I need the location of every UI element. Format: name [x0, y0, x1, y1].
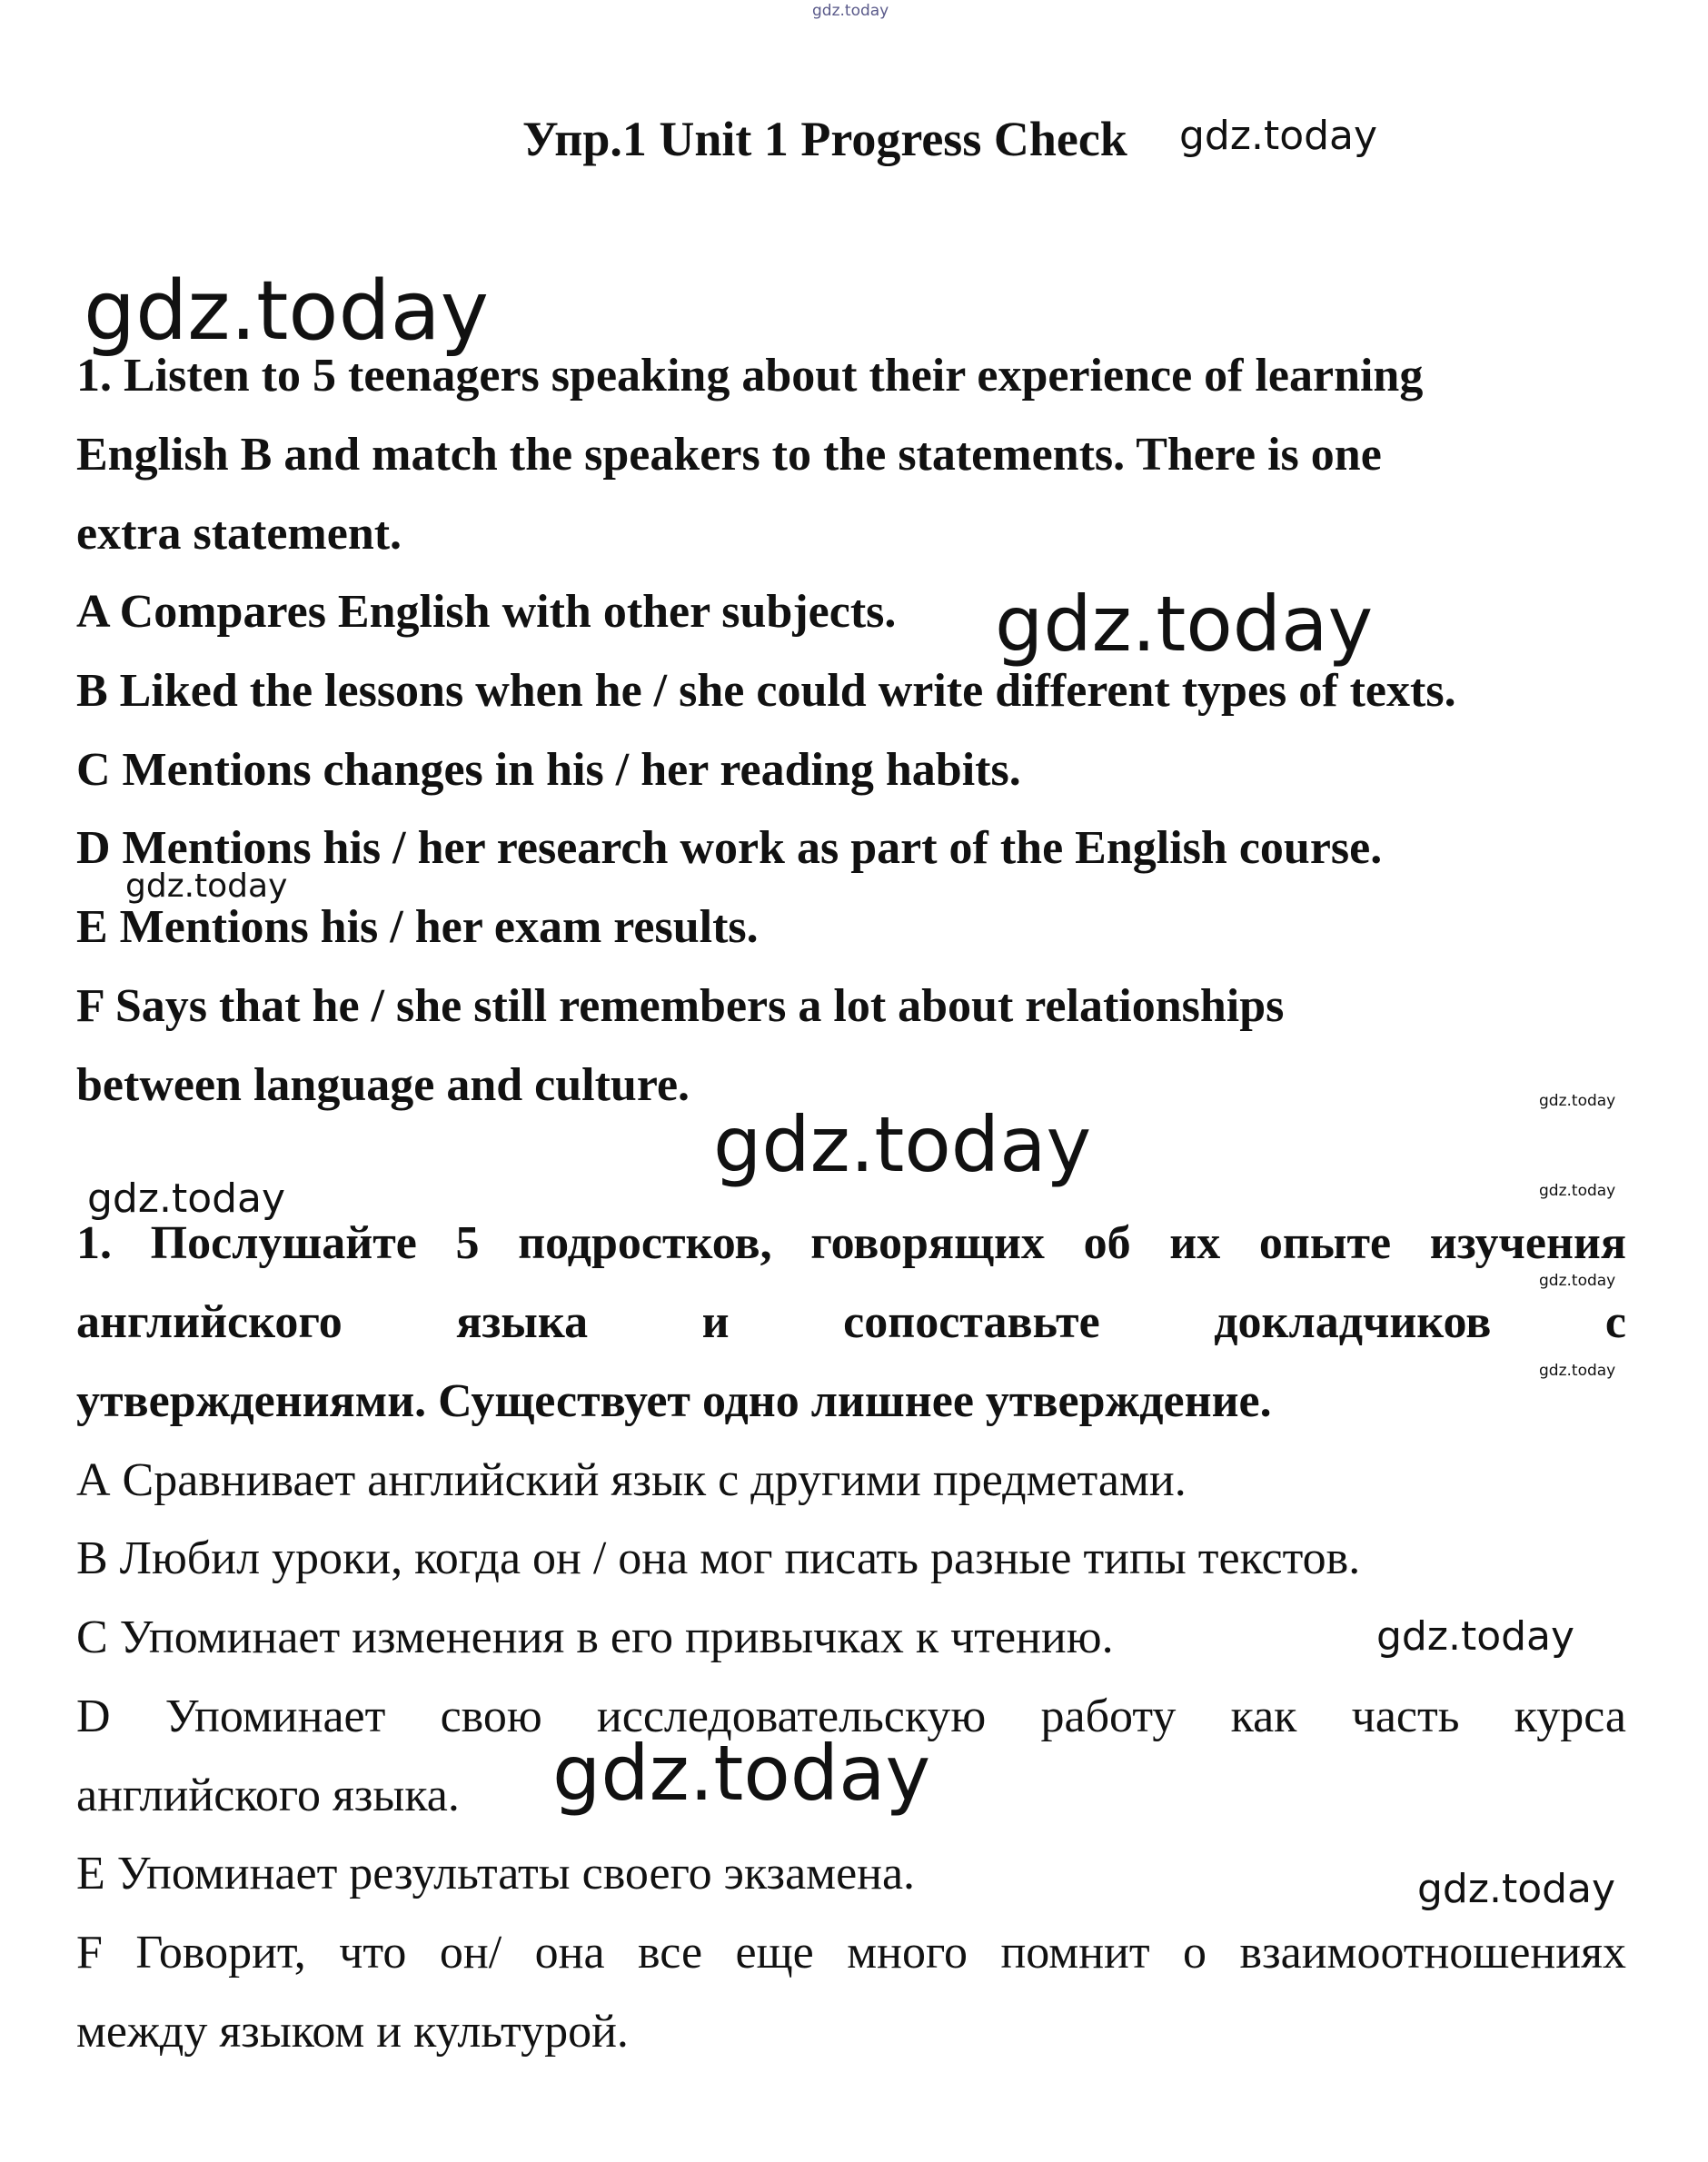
watermark: gdz.today	[1539, 1272, 1616, 1290]
watermark: gdz.today	[552, 1729, 931, 1818]
header-watermark: gdz.today	[812, 2, 889, 20]
english-question-line: extra statement.	[76, 508, 402, 560]
page-title: Упр.1 Unit 1 Progress Check	[522, 112, 1127, 166]
english-question-line: 1. Listen to 5 teenagers speaking about their experience of learning	[76, 350, 1424, 402]
english-statement-b: B Liked the lessons when he / she could write different types of texts.	[76, 665, 1456, 717]
title-watermark: gdz.today	[1179, 113, 1378, 159]
watermark: gdz.today	[1539, 1092, 1616, 1110]
russian-statement-e: Е Упоминает результаты своего экзамена.	[76, 1848, 916, 1899]
english-statement-a: A Compares English with other subjects.	[76, 586, 897, 638]
russian-statement-a: А Сравнивает английский язык с другими предметами.	[76, 1454, 1187, 1506]
english-statement-d: D Mentions his / her research work as part of the English course.	[76, 822, 1383, 874]
russian-statement-d-cont: английского языка.	[76, 1770, 460, 1821]
watermark: gdz.today	[125, 868, 288, 905]
watermark: gdz.today	[1539, 1362, 1616, 1380]
watermark: gdz.today	[84, 263, 490, 359]
russian-statement-d: D Упоминает свою исследовательскую работу как часть курса	[76, 1691, 1626, 1742]
english-statement-c: C Mentions changes in his / her reading habits.	[76, 744, 1021, 796]
watermark: gdz.today	[713, 1100, 1092, 1189]
russian-statement-f-cont: между языком и культурой.	[76, 2006, 629, 2058]
watermark: gdz.today	[1417, 1866, 1616, 1912]
russian-question-line: английского языка и сопоставьте докладчиков с	[76, 1296, 1626, 1348]
russian-statement-b: В Любил уроки, когда он / она мог писать разные типы текстов.	[76, 1532, 1361, 1584]
russian-question-line: 1. Послушайте 5 подростков, говорящих об их опыте изучения	[76, 1217, 1626, 1269]
english-statement-e: E Mentions his / her exam results.	[76, 901, 759, 953]
watermark: gdz.today	[1376, 1613, 1575, 1660]
watermark: gdz.today	[1539, 1182, 1616, 1200]
russian-statement-f: F Говорит, что он/ она все еще много помнит о взаимоотношениях	[76, 1927, 1626, 1979]
watermark: gdz.today	[995, 580, 1374, 669]
english-statement-f: F Says that he / she still remembers a lot about relationships	[76, 980, 1285, 1032]
english-statement-f-cont: between language and culture.	[76, 1059, 690, 1111]
russian-question-line: утверждениями. Существует одно лишнее утверждение.	[76, 1375, 1272, 1427]
english-question-line: English B and match the speakers to the statements. There is one	[76, 429, 1382, 481]
watermark: gdz.today	[87, 1175, 286, 1222]
russian-statement-c: С Упоминает изменения в его привычках к чтению.	[76, 1612, 1114, 1663]
